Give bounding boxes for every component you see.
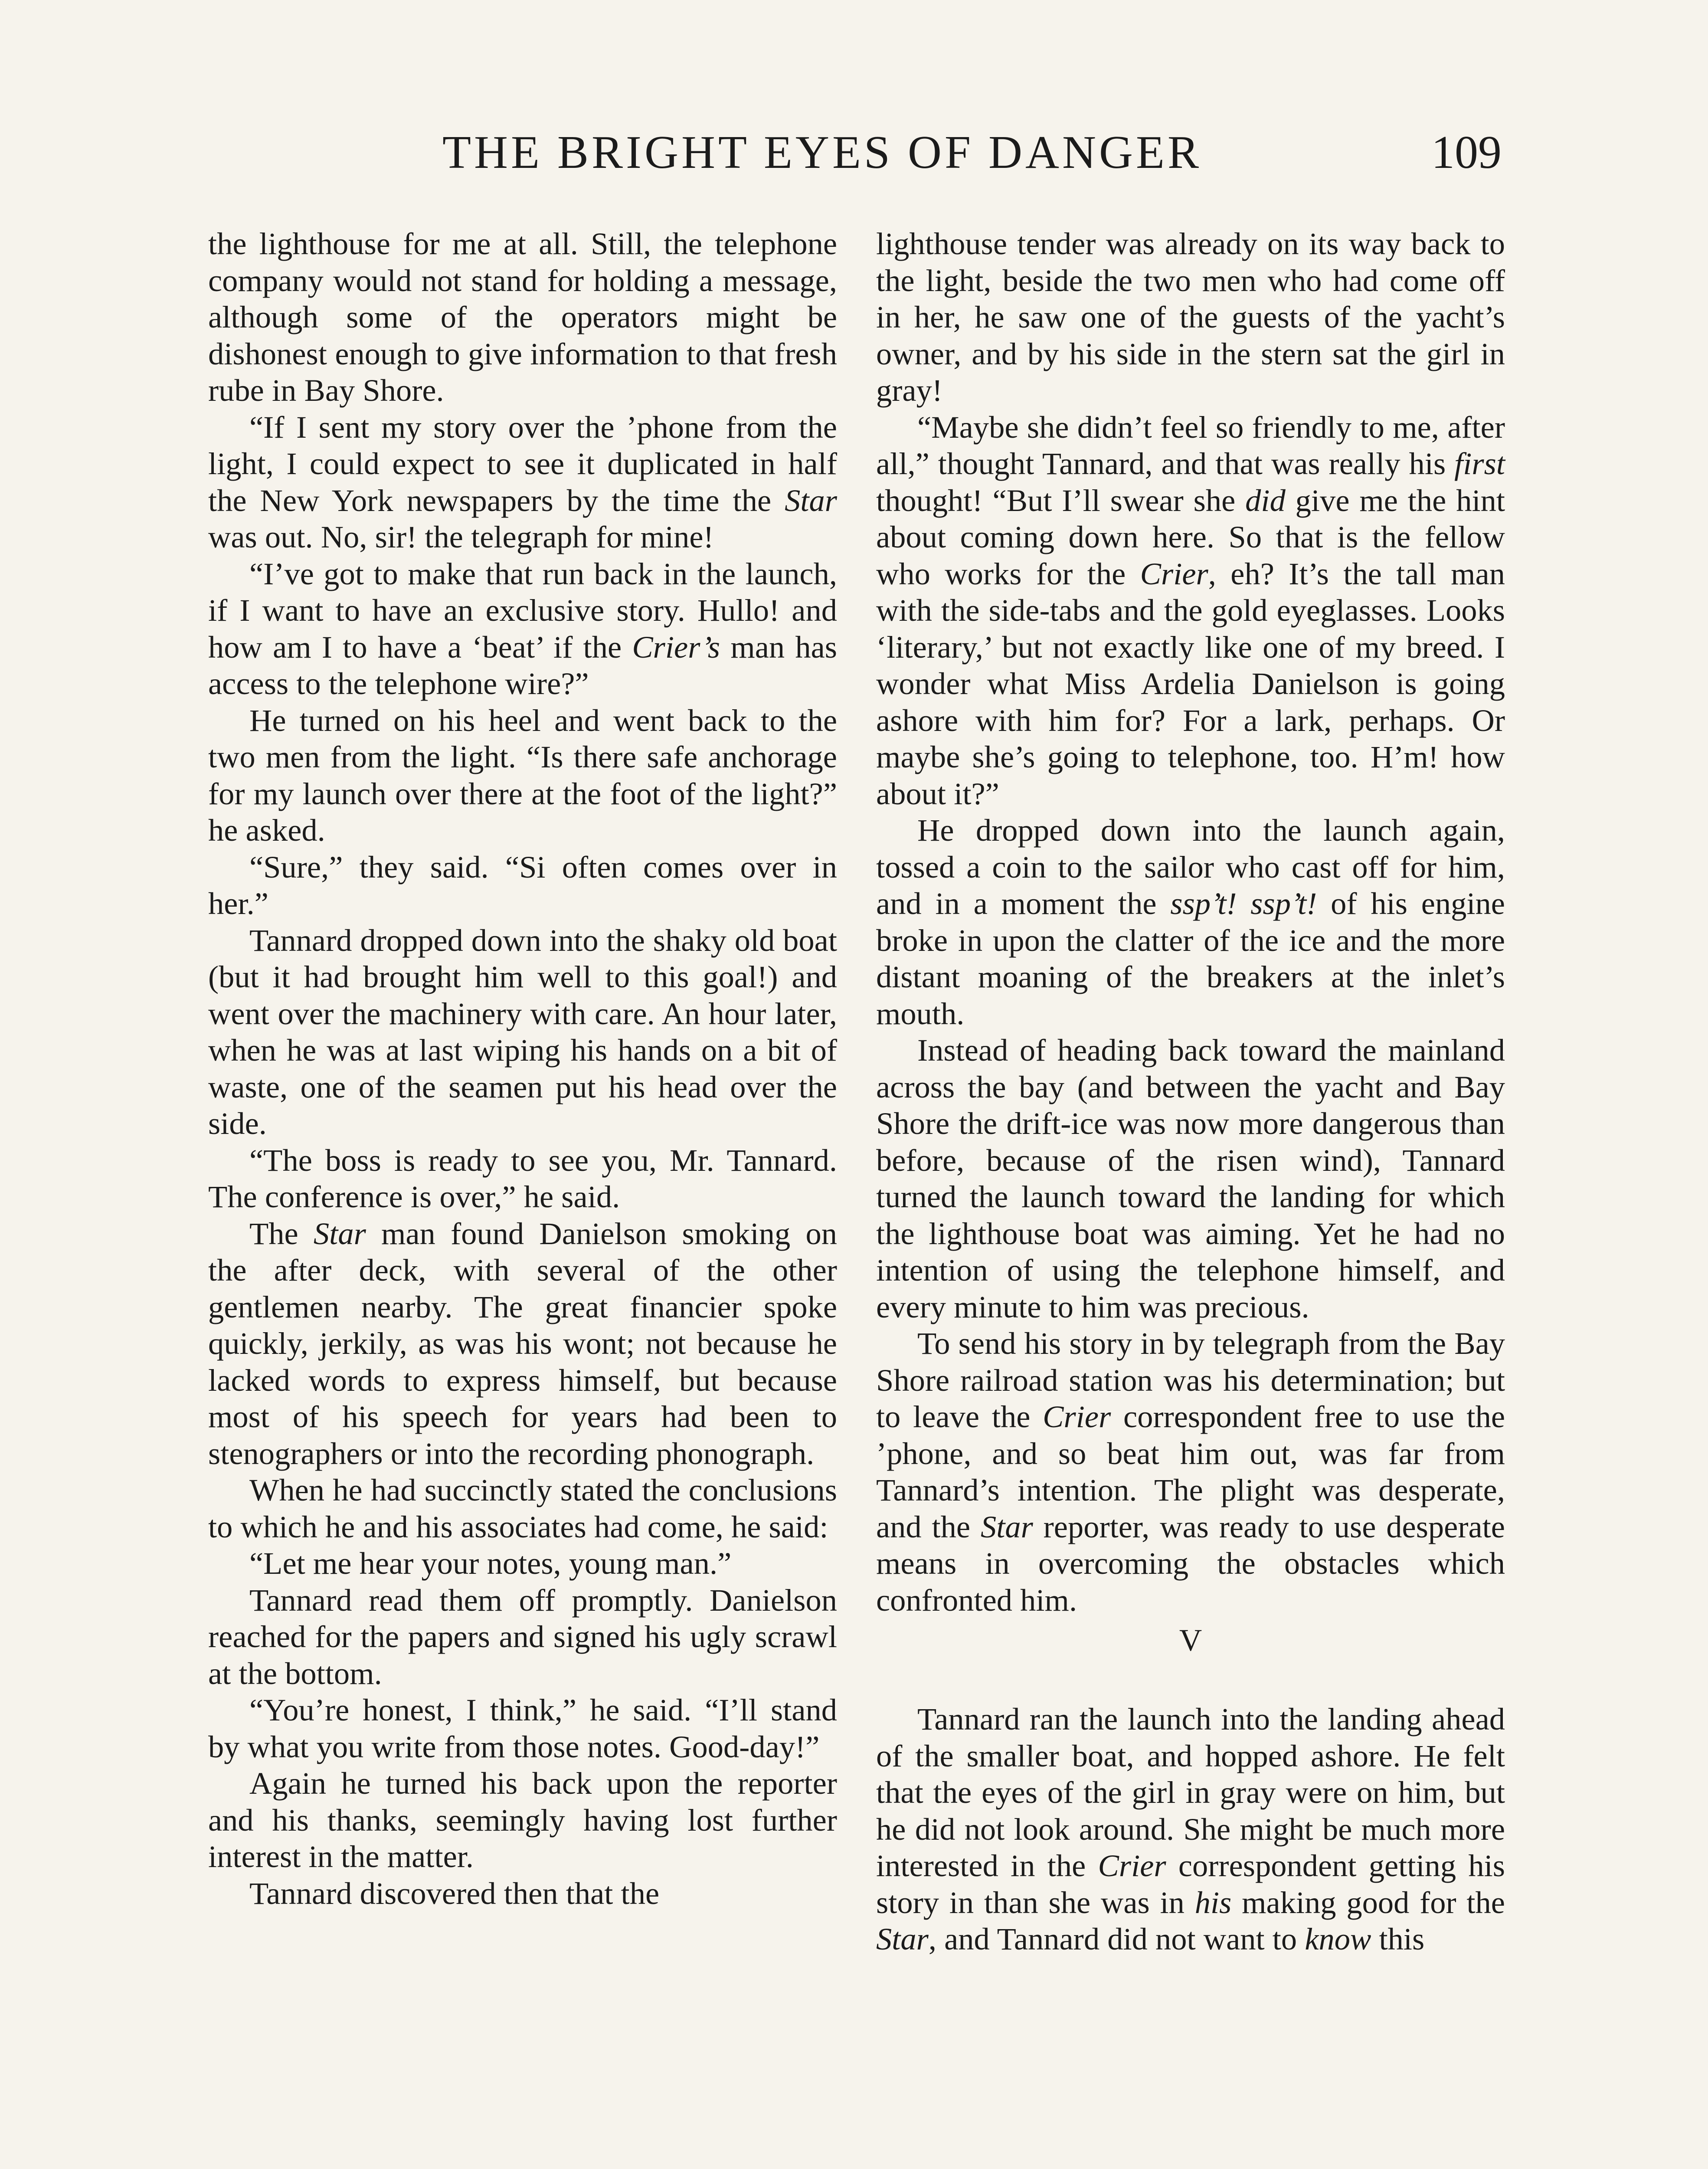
paragraph: Tannard read them off promptly. Danielson reached for the papers and signed his ugly scrawl at the bottom. bbox=[208, 1582, 837, 1691]
paragraph: Tannard dropped down into the shaky old boat (but it had brought him well to this goal!) and went over the machinery with care. An hour later, when he was at last wiping his hands on a bit of waste, one of the seamen put his head over the side. bbox=[208, 922, 837, 1141]
paragraph: Tannard ran the launch into the landing ahead of the smaller boat, and hopped ashore. He felt that the eyes of the girl in gray were on him, but he did not look around. She might be much more interested in the Crier correspondent getting his story in than she was in his making good for the Star, and Tannard did not want to know this bbox=[876, 1701, 1505, 1956]
right-column-text-before-section bbox=[876, 226, 1505, 1619]
right-column-text-after-section bbox=[876, 1701, 1505, 1958]
right-column bbox=[876, 226, 1505, 1958]
paragraph: He dropped down into the launch again, tossed a coin to the sailor who cast off for him, and in a moment the ssp’t! ssp’t! of his engine broke in upon the clatter of the ice and the more distant moaning of the breakers at the inlet’s mouth. bbox=[876, 813, 1505, 1031]
paragraph: The Star man found Danielson smoking on the after deck, with several of the other gentlemen nearby. The great financier spoke quickly, jerkily, as was his wont; not because he lacked words to express himself, but because most of his speech for years had been to stenographers or into the recording phonograph. bbox=[208, 1216, 837, 1471]
left-column bbox=[208, 226, 837, 1912]
paragraph: “Let me hear your notes, young man.” bbox=[249, 1546, 732, 1581]
paragraph: Again he turned his back upon the reporter and his thanks, seemingly having lost further interest in the matter. bbox=[208, 1766, 837, 1874]
paragraph: He turned on his heel and went back to the two men from the light. “Is there safe anchorage for my launch over there at the foot of the light?” he asked. bbox=[208, 702, 837, 848]
paragraph: Tannard discovered then that the bbox=[249, 1875, 660, 1911]
paragraph: “I’ve got to make that run back in the launch, if I want to have an exclusive story. Hullo! and how am I to have a ‘beat’ if the Crier’s man has access to the telephone wire?” bbox=[208, 556, 838, 701]
paragraph: “The boss is ready to see you, Mr. Tannard. The conference is over,” he said. bbox=[208, 1142, 837, 1214]
paragraph: the lighthouse for me at all. Still, the telephone company would not stand for holding a message, although some of the operators might be dishonest enough to give information to that fresh rube in Bay Shore. bbox=[208, 226, 837, 408]
paragraph: “Sure,” they said. “Si often comes over in her.” bbox=[208, 849, 837, 921]
section-marker: V bbox=[1179, 1622, 1202, 1658]
running-header bbox=[0, 126, 1708, 191]
paragraph: “If I sent my story over the ’phone from the light, I could expect to see it duplicated in half the New York newspapers by the time the Star was out. No, sir! the telegraph for mine! bbox=[208, 409, 837, 554]
running-title: THE BRIGHT EYES OF DANGER bbox=[442, 127, 1202, 178]
paragraph: “You’re honest, I think,” he said. “I’ll stand by what you write from those notes. Good-day!” bbox=[208, 1692, 837, 1764]
paragraph: lighthouse tender was already on its way back to the light, beside the two men who had come off in her, he saw one of the guests of the yacht’s owner, and by his side in the stern sat the girl in gray! bbox=[876, 226, 1505, 408]
paragraph: When he had succinctly stated the conclusions to which he and his associates had come, he said: bbox=[208, 1472, 837, 1544]
paragraph: Instead of heading back toward the mainland across the bay (and between the yacht and Bay Shore the drift-ice was now more dangerous than before, because of the risen wind), Tannard turned the launch toward the landing for which the lighthouse boat was aiming. Yet he had no intention of using the telephone himself, and every minute to him was precious. bbox=[876, 1032, 1505, 1324]
page-number: 109 bbox=[1431, 127, 1502, 178]
paragraph: To send his story in by telegraph from the Bay Shore railroad station was his determination; but to leave the Crier correspondent free to use the ’phone, and so beat him out, was far from Tannard’s intention. The plight was desperate, and the Star reporter, was ready to use desperate means in overcoming the obstacles which confronted him. bbox=[876, 1326, 1505, 1618]
paragraph: “Maybe she didn’t feel so friendly to me, after all,” thought Tannard, and that was really his first thought! “But I’ll swear she did give me the hint about coming down here. So that is the fellow who works for the Crier, eh? It’s the tall man with the side-tabs and the gold eyeglasses. Looks ‘literary,’ but not exactly like one of my breed. I wonder what Miss Ardelia Danielson is going ashore with him for? For a lark, perhaps. Or maybe she’s going to telephone, too. H’m! how about it?” bbox=[876, 409, 1505, 811]
